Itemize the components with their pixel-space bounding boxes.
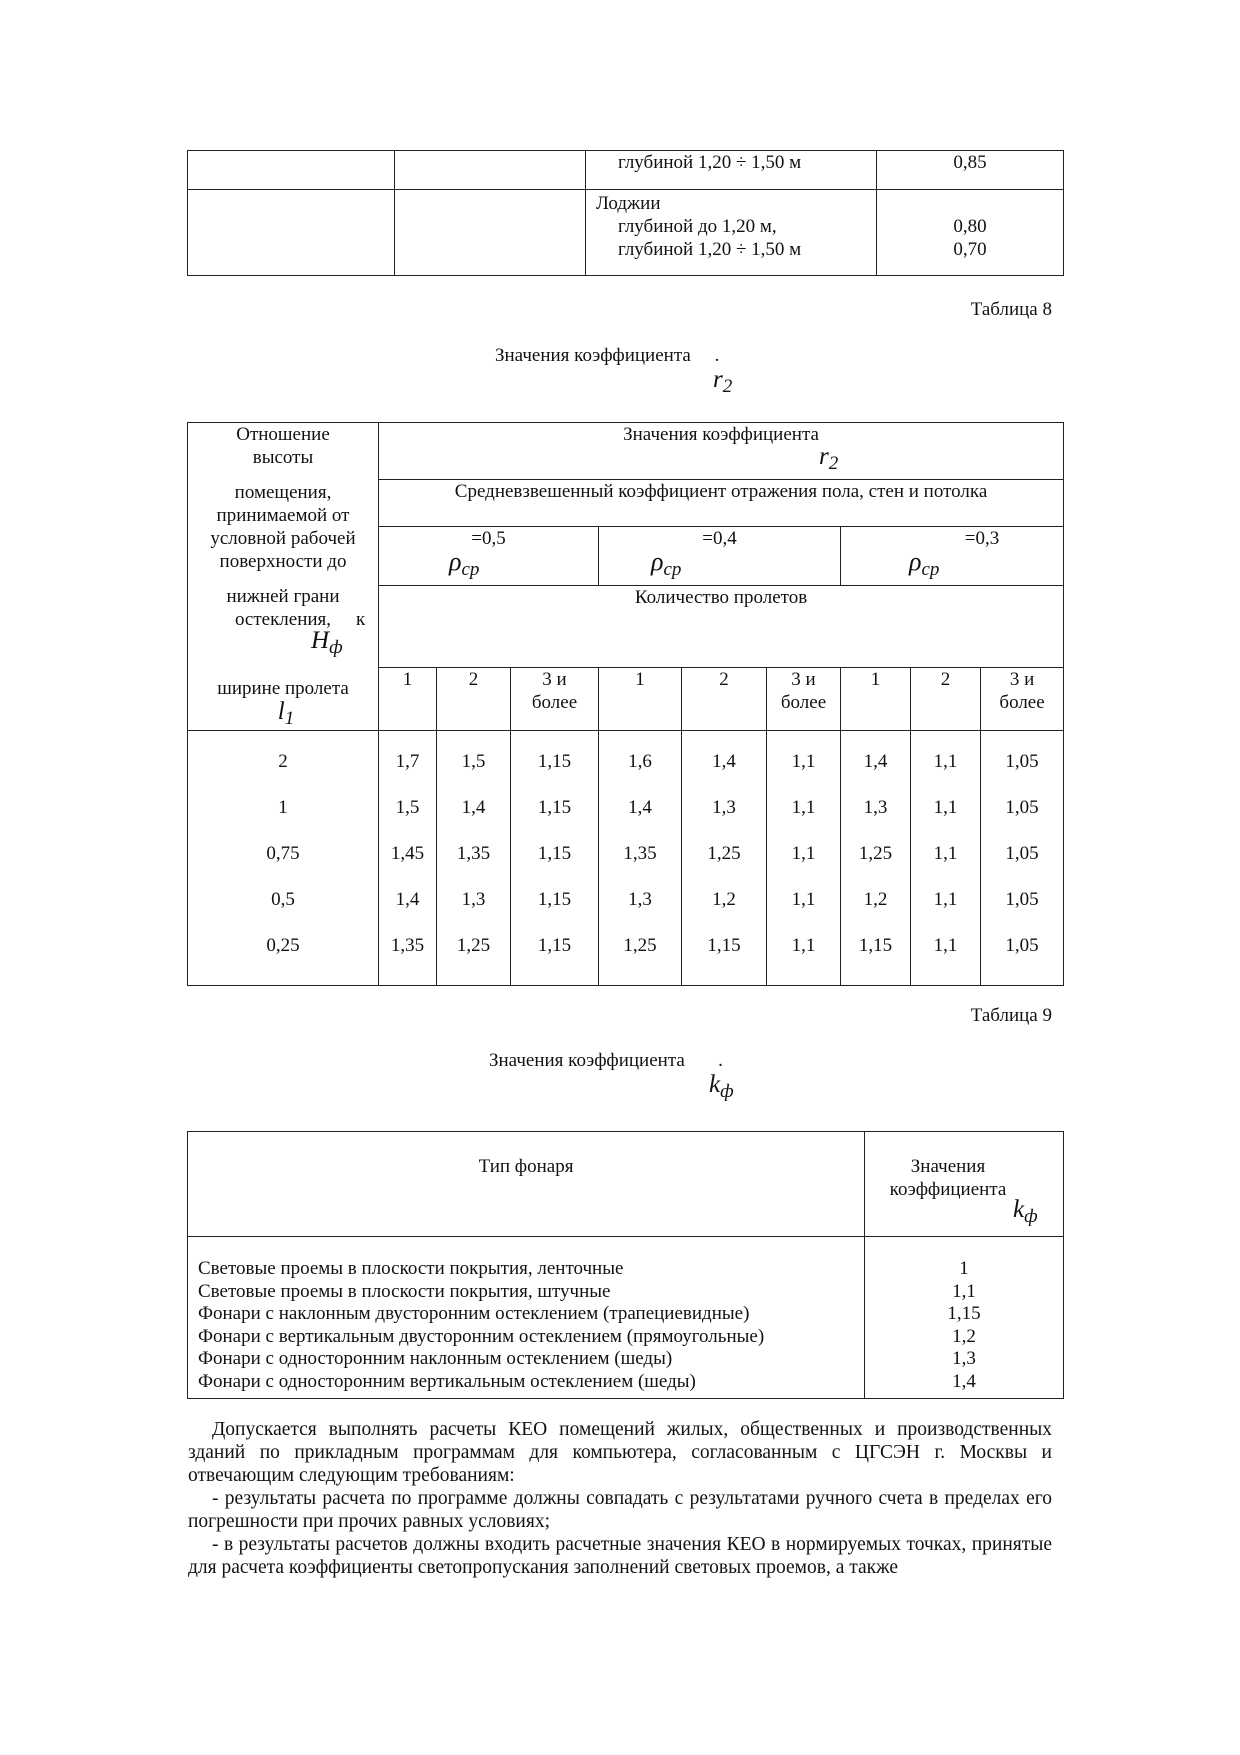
value-column: 1,6 1,4 1,35 1,3 1,25 (599, 730, 682, 985)
span-label: 2 (437, 667, 511, 730)
table9 (187, 1131, 1064, 1399)
top-row1-text: глубиной 1,20 ÷ 1,50 м (586, 151, 877, 190)
table9-caption: Таблица 9 (970, 1005, 1052, 1026)
list-item: Фонари с вертикальным двусторонним остеклением (прямоугольные) (198, 1325, 765, 1347)
top-row1-value: 0,85 (877, 151, 1064, 190)
ratio-column: 2 1 0,75 0,5 0,25 (188, 730, 379, 985)
rho-group-1: =0,5 $\rho_{ср}$ (379, 527, 599, 586)
l-symbol: $l_1$ (277, 698, 295, 729)
table8-header-reflect: Средневзвешенный коэффициент отражения пола, стен и потолка (379, 480, 1064, 527)
list-item: Световые проемы в плоскости покрытия, ленточные (198, 1258, 624, 1279)
value-column: 1,1 1,1 1,1 1,1 1,1 (911, 730, 981, 985)
span-label: 1 (841, 667, 911, 730)
top-row2-values: 0,80 0,70 (877, 190, 1064, 276)
top-row2-text: Лоджии глубиной до 1,20 м, глубиной 1,20 ÷ 1,50 м (586, 190, 877, 276)
top-table (187, 150, 1064, 276)
span-label: 2 (911, 667, 981, 730)
value-column: 1,7 1,5 1,45 1,4 1,35 (379, 730, 437, 985)
table8-caption: Таблица 8 (970, 299, 1052, 320)
table9-header-type: Тип фонаря (188, 1132, 865, 1237)
span-label: 1 (379, 667, 437, 730)
table9-title-symbol: $k_ф$ (709, 1071, 734, 1102)
table9-header-value: Значения коэффициента $k_ф$ (865, 1132, 1064, 1237)
value-column: 1,4 1,3 1,25 1,2 1,15 (841, 730, 911, 985)
loggia-heading: Лоджии (596, 193, 661, 214)
table9-title: Значения коэффициента . (489, 1050, 723, 1071)
value-column: 1,5 1,4 1,35 1,3 1,25 (437, 730, 511, 985)
paragraph-1: Допускается выполнять расчеты КЕО помещений жилых, общественных и производственных зданий по прикладным программам для компьютера, согласованным с ЦГСЭН г. Москвы и отвечающим следующим требованиям: (188, 1419, 1052, 1486)
span-label: 2 (682, 667, 767, 730)
value-column: 1,1 1,1 1,1 1,1 1,1 (767, 730, 841, 985)
table8-header-main: Значения коэффициента $r_2$ (379, 423, 1064, 480)
table8-col1-header: Отношение высоты помещения, принимаемой от условной рабочей поверхности до нижней грани остекления, к $H_ф$ ширине пролета $l_1$ (188, 423, 379, 731)
list-item: Фонари с односторонним наклонным остеклением (шеды) (198, 1348, 673, 1369)
span-label: 1 (599, 667, 682, 730)
list-item: Фонари с односторонним вертикальным остеклением (шеды) (198, 1370, 696, 1392)
list-item: Световые проемы в плоскости покрытия, штучные (198, 1280, 611, 1302)
value-column: 1,05 1,05 1,05 1,05 1,05 (981, 730, 1064, 985)
paragraph-2: - результаты расчета по программе должны совпадать с результатами ручного счета в пределах его погрешности при прочих равных условиях; (188, 1488, 1052, 1532)
table9-values: 1 1,1 1,15 1,2 1,3 1,4 (865, 1237, 1064, 1399)
table9-types (188, 1237, 865, 1399)
h-symbol: $H_ф$ (311, 627, 343, 658)
list-item: Фонари с наклонным двусторонним остеклением (трапециевидные) (198, 1303, 750, 1324)
table8-title-symbol: $r_2$ (713, 366, 733, 397)
table8-title: Значения коэффициента . (495, 345, 720, 366)
table8 (187, 422, 1064, 986)
span-label: 3 и более (981, 667, 1064, 730)
value-column: 1,4 1,3 1,25 1,2 1,15 (682, 730, 767, 985)
paragraph-3: - в результаты расчетов должны входить расчетные значения КЕО в нормируемых точках, принятые для расчета коэффициенты светопропускания заполнений световых проемов, а также (188, 1534, 1052, 1578)
span-label: 3 и более (767, 667, 841, 730)
table8-header-spans: Количество пролетов (379, 586, 1064, 667)
rho-group-2: =0,4 $\rho_{ср}$ (599, 527, 841, 586)
rho-group-3: =0,3 $\rho_{ср}$ (841, 527, 1064, 586)
span-label: 3 и более (511, 667, 599, 730)
value-column: 1,15 1,15 1,15 1,15 1,15 (511, 730, 599, 985)
